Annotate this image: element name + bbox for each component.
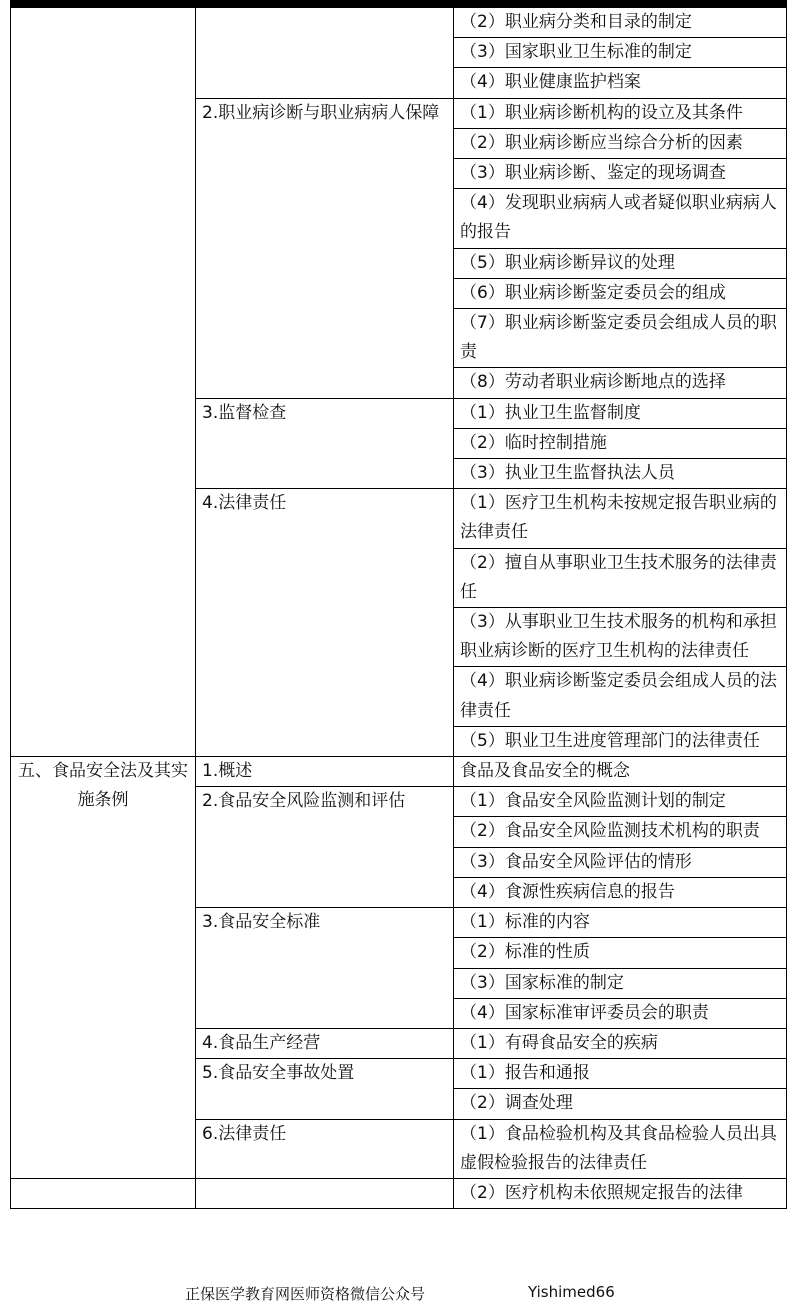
point-cell: （3）国家标准的制定 [454, 968, 787, 998]
point-cell: （4）发现职业病病人或者疑似职业病病人的报告 [454, 189, 787, 248]
point-cell: （5）职业病诊断异议的处理 [454, 248, 787, 278]
topic-cell: 3.监督检查 [196, 398, 454, 489]
topic-cell [196, 8, 454, 99]
point-cell: （1）有碍食品安全的疾病 [454, 1028, 787, 1058]
point-cell: （8）劳动者职业病诊断地点的选择 [454, 368, 787, 398]
topic-cell: 4.法律责任 [196, 489, 454, 757]
point-cell: （3）从事职业卫生技术服务的机构和承担职业病诊断的医疗卫生机构的法律责任 [454, 608, 787, 667]
point-cell: （7）职业病诊断鉴定委员会组成人员的职责 [454, 309, 787, 368]
point-cell: （3）食品安全风险评估的情形 [454, 847, 787, 877]
syllabus-table-body [11, 8, 787, 1209]
section-title-cell: 五、食品安全法及其实施条例 [11, 757, 196, 1179]
point-cell: （1）食品安全风险监测计划的制定 [454, 787, 787, 817]
point-cell: （4）国家标准审评委员会的职责 [454, 998, 787, 1028]
point-cell: （2）职业病诊断应当综合分析的因素 [454, 128, 787, 158]
footer-wechat-id: Yishimed66 [528, 1283, 615, 1301]
table-row [11, 757, 787, 787]
point-cell: （3）执业卫生监督执法人员 [454, 459, 787, 489]
section-title-cell [11, 8, 196, 757]
point-cell: （2）调查处理 [454, 1089, 787, 1119]
topic-cell: 5.食品安全事故处置 [196, 1059, 454, 1119]
point-cell: （4）职业病诊断鉴定委员会组成人员的法律责任 [454, 667, 787, 726]
topic-cell: 3.食品安全标准 [196, 908, 454, 1029]
point-cell: （1）标准的内容 [454, 908, 787, 938]
point-cell: （1）食品检验机构及其食品检验人员出具虚假检验报告的法律责任 [454, 1119, 787, 1178]
point-cell: （3）国家职业卫生标准的制定 [454, 38, 787, 68]
point-cell: （6）职业病诊断鉴定委员会的组成 [454, 278, 787, 308]
topic-cell: 2.食品安全风险监测和评估 [196, 787, 454, 908]
point-cell: （2）医疗机构未依照规定报告的法律 [454, 1178, 787, 1208]
point-cell: （2）职业病分类和目录的制定 [454, 8, 787, 38]
point-cell: （4）职业健康监护档案 [454, 68, 787, 98]
table-row [11, 8, 787, 38]
point-cell: （1）报告和通报 [454, 1059, 787, 1089]
point-cell: （3）职业病诊断、鉴定的现场调查 [454, 159, 787, 189]
syllabus-table [10, 7, 787, 1209]
topic-cell [196, 1178, 454, 1208]
topic-cell: 1.概述 [196, 757, 454, 787]
point-cell: 食品及食品安全的概念 [454, 757, 787, 787]
point-cell: （4）食源性疾病信息的报告 [454, 877, 787, 907]
topic-cell: 2.职业病诊断与职业病病人保障 [196, 98, 454, 398]
table-top-border [10, 0, 787, 7]
point-cell: （2）临时控制措施 [454, 428, 787, 458]
point-cell: （5）职业卫生进度管理部门的法律责任 [454, 726, 787, 756]
point-cell: （2）擅自从事职业卫生技术服务的法律责任 [454, 548, 787, 607]
table-row [11, 1178, 787, 1208]
point-cell: （2）标准的性质 [454, 938, 787, 968]
footer-source: 正保医学教育网医师资格微信公众号 [185, 1285, 426, 1303]
point-cell: （1）执业卫生监督制度 [454, 398, 787, 428]
topic-cell: 4.食品生产经营 [196, 1028, 454, 1058]
topic-cell: 6.法律责任 [196, 1119, 454, 1178]
section-title-cell [11, 1178, 196, 1208]
point-cell: （2）食品安全风险监测技术机构的职责 [454, 817, 787, 847]
point-cell: （1）医疗卫生机构未按规定报告职业病的法律责任 [454, 489, 787, 548]
point-cell: （1）职业病诊断机构的设立及其条件 [454, 98, 787, 128]
